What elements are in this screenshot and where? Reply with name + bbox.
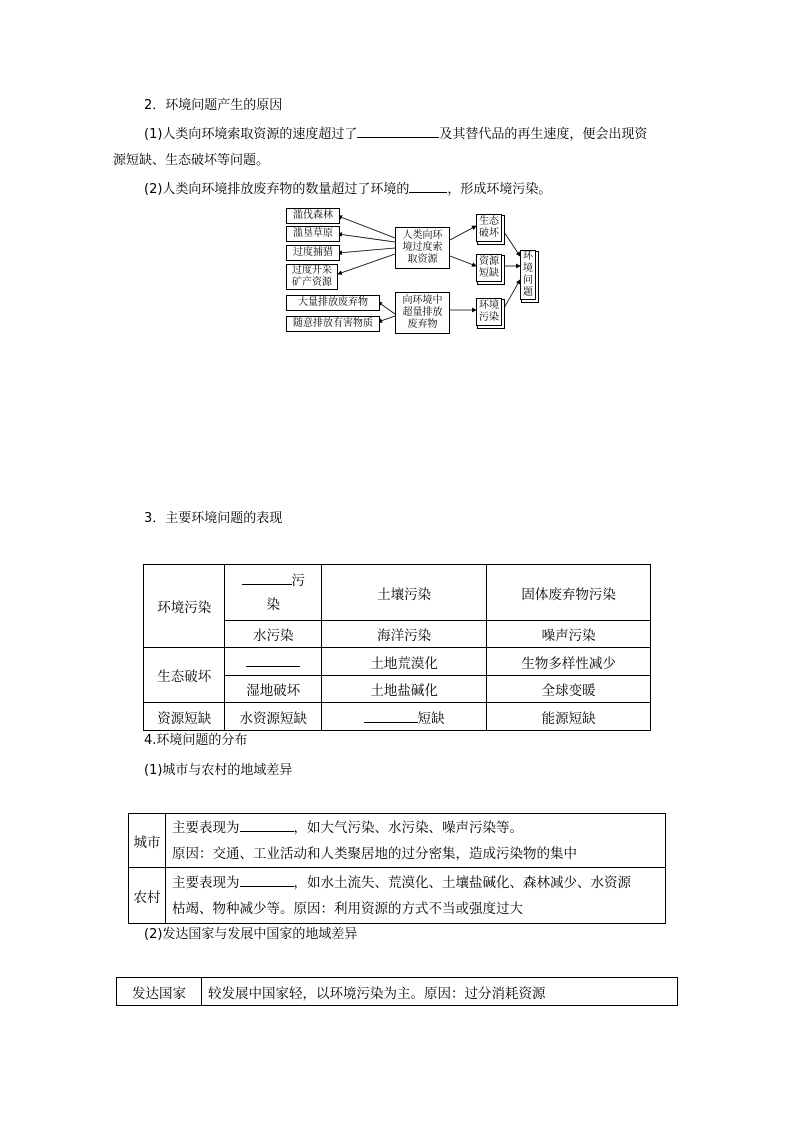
cell-water-shortage: 水资源短缺 [225, 703, 322, 731]
env-problems-table [143, 564, 651, 731]
box-overgrazing: 滥垦草原 [286, 226, 340, 242]
cell-city [166, 814, 666, 868]
rural-line2: 枯竭、物种减少等。原因：利用资源的方式不当或强度过大 [172, 900, 523, 917]
box-overmining: 过度开采矿产资源 [286, 264, 338, 290]
row-label-pollution: 环境污染 [144, 565, 225, 648]
text: 主要表现为 [172, 819, 240, 836]
section2-para2 [144, 178, 551, 200]
fill-blank[interactable] [364, 708, 418, 723]
cell-text: 染 [266, 596, 281, 613]
text: ，如水土流失、荒漠化、土壤盐碱化、森林减少、水资源 [293, 874, 631, 891]
cell-biodiversity: 生物多样性减少 [487, 648, 651, 675]
cell-air-pollution [225, 565, 322, 621]
cell-solid-waste: 固体废弃物污染 [487, 565, 651, 621]
box-mass-waste: 大量排放废弃物 [286, 295, 380, 311]
urban-rural-table [128, 813, 666, 924]
box-deforestation: 滥伐森林 [286, 208, 340, 224]
cell-noise-pollution: 噪声污染 [487, 621, 651, 648]
cell-soil-pollution: 土壤污染 [322, 565, 487, 621]
city-line1 [172, 815, 659, 841]
box-over-extraction: 人类向环境过度索取资源 [395, 227, 450, 269]
row-label-eco: 生态破坏 [144, 648, 225, 703]
box-over-emission: 向环境中超量排放废弃物 [395, 292, 450, 334]
cell-desertification: 土地荒漠化 [322, 648, 487, 675]
section3-title: 3．主要环境问题的表现 [144, 511, 283, 526]
text: 主要表现为 [172, 874, 240, 891]
text: ，如大气污染、水污染、噪声污染等。 [293, 819, 523, 836]
fill-blank[interactable] [240, 817, 294, 832]
cell-warming: 全球变暖 [487, 675, 651, 702]
cell-land-shortage [322, 703, 487, 731]
para1-text-b: 及其替代品的再生速度，便会出现资 [439, 127, 648, 142]
cell-ocean-pollution: 海洋污染 [322, 621, 487, 648]
cell-wetland: 湿地破坏 [225, 675, 322, 702]
para1-text-a: (1)人类向环境索取资源的速度超过了 [144, 127, 358, 142]
box-overhunting: 过度捕猎 [286, 245, 340, 261]
box-env-problems: 环境问题 [520, 250, 536, 300]
box-env-pollution: 环境污染 [476, 298, 502, 326]
cause-diagram [284, 204, 544, 336]
fill-blank[interactable] [357, 123, 439, 138]
cell-rural [166, 868, 666, 924]
section2-para1-line2: 源短缺、生态破坏等问题。 [113, 153, 270, 168]
para2-text-a: (2)人类向环境排放废弃物的数量超过了环境的 [144, 182, 410, 197]
fill-blank[interactable] [246, 652, 300, 667]
rural-line1 [172, 870, 659, 896]
label-city: 城市 [129, 814, 166, 868]
para2-text-b: ，形成环境污染。 [447, 182, 552, 197]
city-line2: 原因：交通、工业活动和人类聚居地的过分密集，造成污染物的集中 [172, 845, 577, 862]
label-developed: 发达国家 [117, 978, 202, 1006]
row-label-resource: 资源短缺 [144, 703, 225, 731]
cell-salinization: 土地盐碱化 [322, 675, 487, 702]
label-rural: 农村 [129, 868, 166, 924]
section4-sub2: (2)发达国家与发展中国家的地域差异 [144, 927, 358, 942]
box-harmful-discharge: 随意排放有害物质 [286, 316, 380, 332]
cell-developed: 较发展中国家轻，以环境污染为主。原因：过分消耗资源 [202, 978, 678, 1006]
fill-blank[interactable] [242, 570, 292, 585]
cell-text: 短缺 [417, 710, 445, 727]
section2-para1-line1 [144, 123, 647, 145]
section2-title: 2．环境问题产生的原因 [144, 98, 283, 113]
cell-energy-shortage: 能源短缺 [487, 703, 651, 731]
box-eco-damage: 生态破坏 [476, 214, 502, 242]
fill-blank[interactable] [409, 178, 447, 193]
section4-sub1: (1)城市与农村的地域差异 [144, 763, 293, 778]
cell-water-pollution: 水污染 [225, 621, 322, 648]
developed-table [116, 977, 678, 1006]
cell-blank [225, 648, 322, 675]
fill-blank[interactable] [240, 872, 294, 887]
box-resource-shortage: 资源短缺 [476, 254, 502, 282]
cell-text: 污 [291, 572, 306, 589]
section4-title: 4.环境问题的分布 [144, 733, 248, 748]
